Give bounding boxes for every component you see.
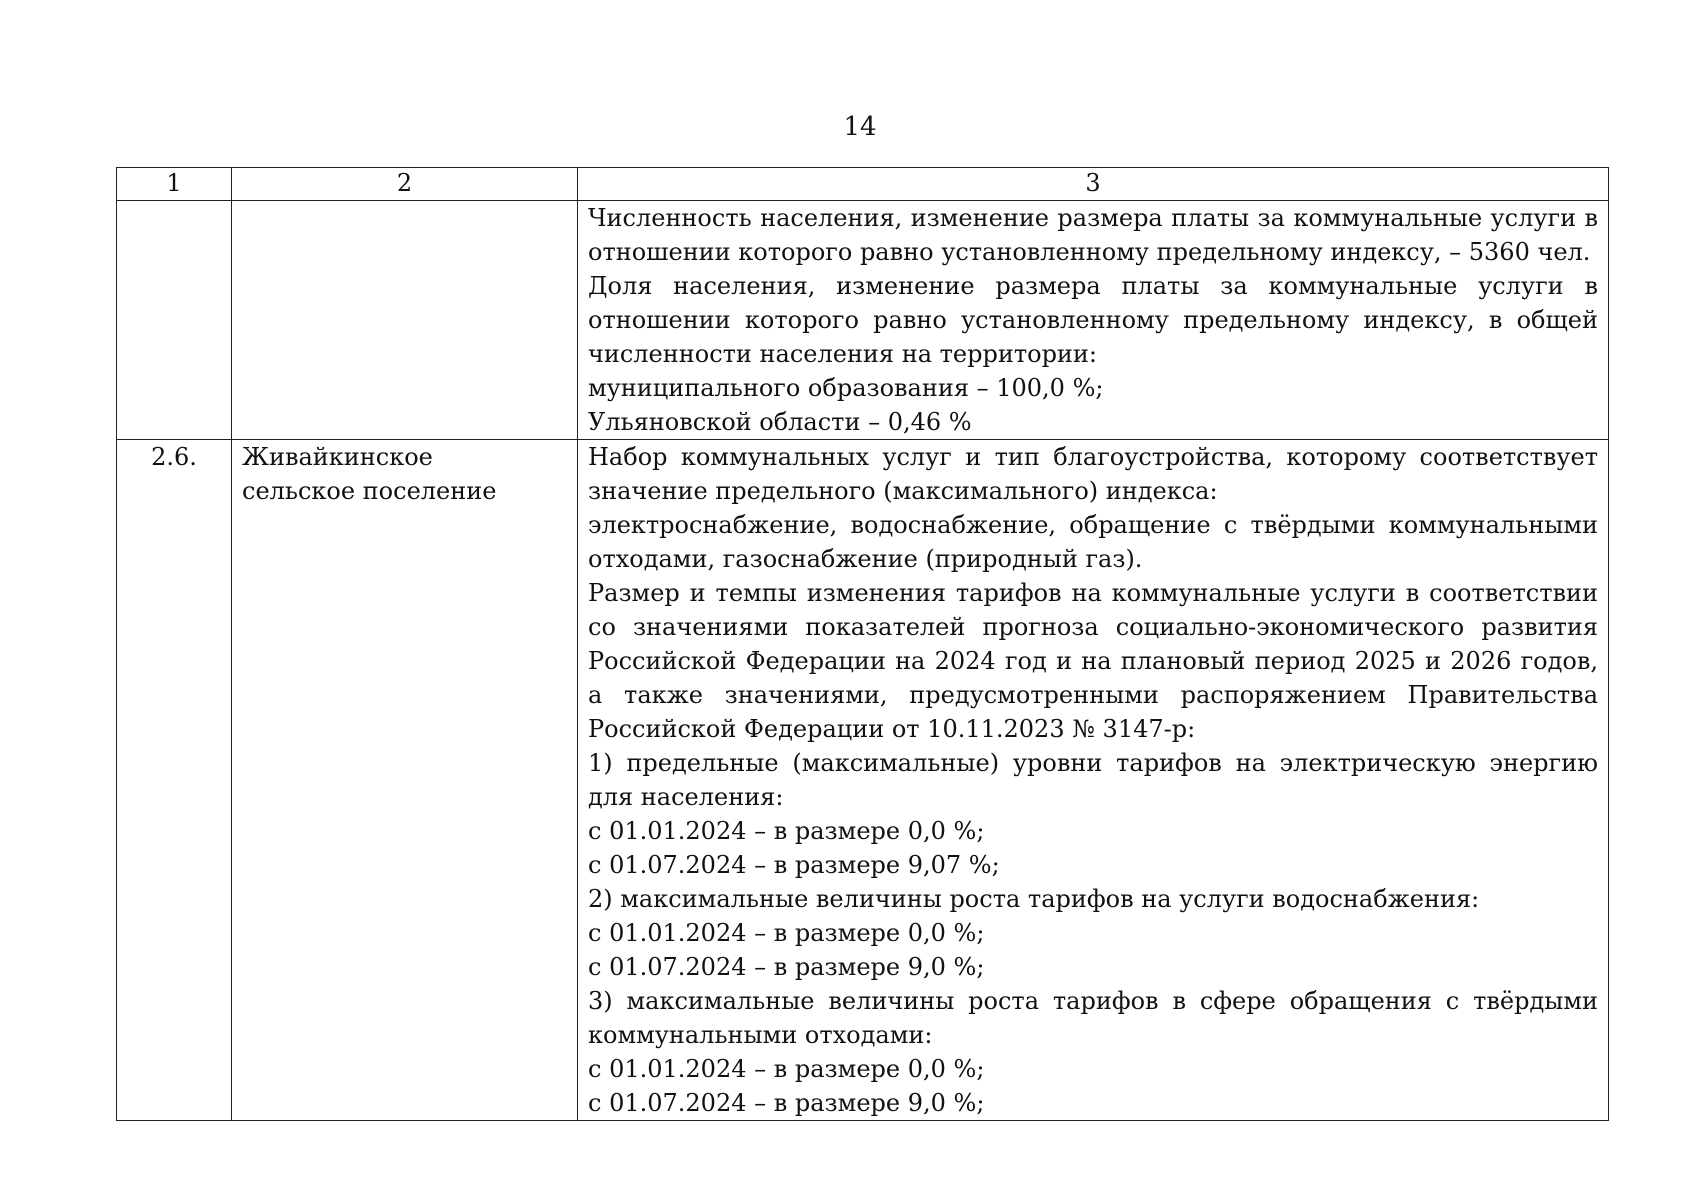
row-number-cell: 2.6. bbox=[117, 440, 232, 1121]
population-share-text: Доля населения, изменение размера платы за коммунальные услуги в отношении которого равно установленному предельному индексу, в общей численности населения на территории: bbox=[588, 272, 1598, 368]
table-row bbox=[117, 440, 1609, 1121]
tariff-rate-line: с 01.01.2024 – в размере 0,0 %; bbox=[588, 1055, 985, 1083]
indicator-content-cell bbox=[578, 201, 1609, 440]
column-header-1: 1 bbox=[117, 168, 232, 201]
water-tariff-text: 2) максимальные величины роста тарифов на услуги водоснабжения: bbox=[588, 885, 1480, 913]
region-share-text: Ульяновской области – 0,46 % bbox=[588, 408, 972, 436]
column-header-2: 2 bbox=[232, 168, 578, 201]
tariff-table bbox=[116, 167, 1609, 1121]
page-number: 14 bbox=[843, 112, 877, 142]
tariff-rate-line: с 01.07.2024 – в размере 9,0 %; bbox=[588, 1089, 985, 1117]
table-row bbox=[117, 201, 1609, 440]
services-list-text: электроснабжение, водоснабжение, обращение с твёрдыми коммунальными отходами, газоснабжение (природный газ). bbox=[588, 511, 1598, 573]
tariff-rate-line: с 01.07.2024 – в размере 9,0 %; bbox=[588, 953, 985, 981]
settlement-name-cell bbox=[232, 440, 578, 1121]
tariff-rate-line: с 01.07.2024 – в размере 9,07 %; bbox=[588, 851, 1000, 879]
electricity-tariff-text: 1) предельные (максимальные) уровни тарифов на электрическую энергию для населения: bbox=[588, 749, 1598, 811]
settlement-name-cell bbox=[232, 201, 578, 440]
row-number-cell bbox=[117, 201, 232, 440]
tariff-forecast-text: Размер и темпы изменения тарифов на коммунальные услуги в соответствии со значениями показателей прогноза социально-экономического развития Российской Федерации на 2024 год и на плановый период 2025 и 2026 годов, а также значениями, предусмотренными распоряжением Правительства Российской Федерации от 10.11.2023 № 3147-р: bbox=[588, 579, 1598, 743]
tariff-rate-line: с 01.01.2024 – в размере 0,0 %; bbox=[588, 817, 985, 845]
municipal-share-text: муниципального образования – 100,0 %; bbox=[588, 374, 1104, 402]
table-header-row bbox=[117, 168, 1609, 201]
waste-tariff-text: 3) максимальные величины роста тарифов в сфере обращения с твёрдыми коммунальными отходами: bbox=[588, 987, 1598, 1049]
tariff-rate-line: с 01.01.2024 – в размере 0,0 %; bbox=[588, 919, 985, 947]
column-header-3: 3 bbox=[578, 168, 1609, 201]
services-set-text: Набор коммунальных услуг и тип благоустройства, которому соответствует значение предельного (максимального) индекса: bbox=[588, 443, 1598, 505]
settlement-name-line: сельское поселение bbox=[242, 477, 497, 505]
settlement-name-line: Живайкинское bbox=[242, 443, 433, 471]
population-count-text: Численность населения, изменение размера платы за коммунальные услуги в отношении которого равно установленному предельному индексу, – 5360 чел. bbox=[588, 204, 1598, 266]
indicator-content-cell bbox=[578, 440, 1609, 1121]
